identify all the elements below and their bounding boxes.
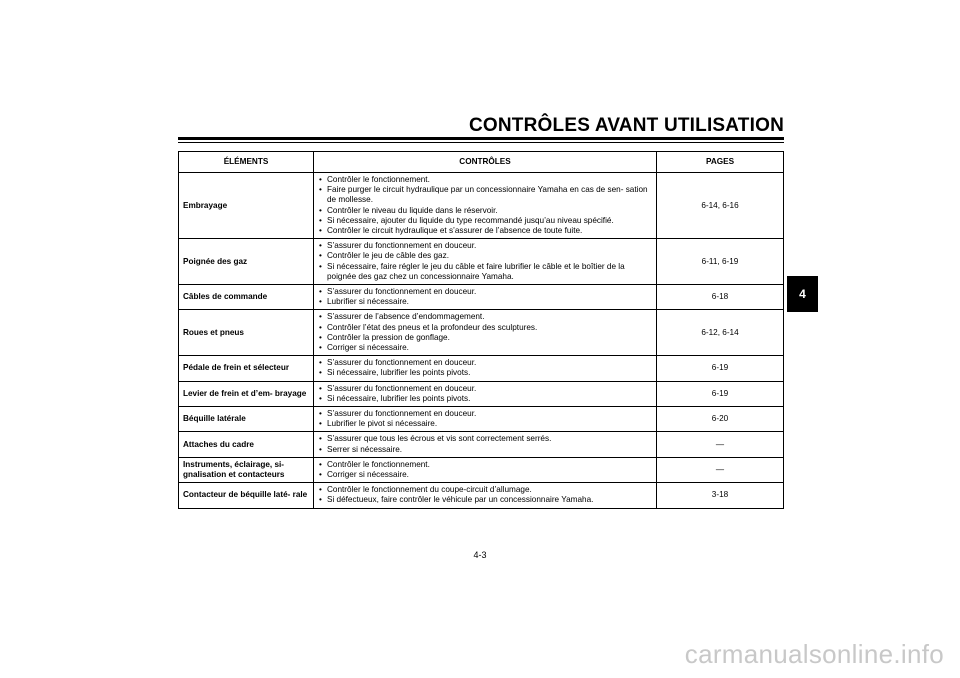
check-list-item: • S’assurer du fonctionnement en douceur. bbox=[318, 409, 652, 419]
title-rule-thick bbox=[178, 137, 784, 140]
chapter-tab[interactable] bbox=[787, 276, 818, 312]
check-list bbox=[318, 287, 652, 307]
check-list bbox=[318, 485, 652, 505]
check-list bbox=[318, 175, 652, 236]
check-list-item: • Contrôler la pression de gonflage. bbox=[318, 333, 652, 343]
row-pages: 6-11, 6-19 bbox=[657, 239, 784, 285]
table-row bbox=[179, 173, 784, 239]
row-pages: 6-14, 6-16 bbox=[657, 173, 784, 239]
check-list bbox=[318, 312, 652, 353]
check-list-item: • Contrôler le fonctionnement. bbox=[318, 460, 652, 470]
row-pages: 6-19 bbox=[657, 381, 784, 406]
check-list-item: • Contrôler le fonctionnement du coupe-circuit d’allumage. bbox=[318, 485, 652, 495]
check-list-item: • S’assurer du fonctionnement en douceur. bbox=[318, 241, 652, 251]
column-header-checks: CONTRÔLES bbox=[314, 152, 657, 173]
row-item-name: Roues et pneus bbox=[179, 310, 314, 356]
row-pages: 3-18 bbox=[657, 483, 784, 508]
check-list-item: • Corriger si nécessaire. bbox=[318, 470, 652, 480]
row-checks bbox=[314, 381, 657, 406]
row-pages: — bbox=[657, 457, 784, 482]
title-rule-thin bbox=[178, 142, 784, 143]
check-list bbox=[318, 358, 652, 378]
row-pages: — bbox=[657, 432, 784, 457]
table-row bbox=[179, 457, 784, 482]
check-list-item: • Serrer si nécessaire. bbox=[318, 445, 652, 455]
check-list-item: • Contrôler le circuit hydraulique et s’assurer de l’absence de toute fuite. bbox=[318, 226, 652, 236]
page-title: CONTRÔLES AVANT UTILISATION bbox=[468, 115, 784, 136]
check-list-item: • Corriger si nécessaire. bbox=[318, 343, 652, 353]
table-row bbox=[179, 356, 784, 381]
check-list bbox=[318, 384, 652, 404]
check-list-item: • Si nécessaire, lubrifier les points pivots. bbox=[318, 368, 652, 378]
check-list bbox=[318, 460, 652, 480]
check-list-item: • S’assurer de l’absence d’endommagement. bbox=[318, 312, 652, 322]
table-row bbox=[179, 483, 784, 508]
row-pages: 6-20 bbox=[657, 407, 784, 432]
row-checks bbox=[314, 457, 657, 482]
row-pages: 6-18 bbox=[657, 285, 784, 310]
check-list-item: • Contrôler l’état des pneus et la profondeur des sculptures. bbox=[318, 323, 652, 333]
row-pages: 6-19 bbox=[657, 356, 784, 381]
table-row bbox=[179, 239, 784, 285]
check-list-item: • Si défectueux, faire contrôler le véhicule par un concessionnaire Yamaha. bbox=[318, 495, 652, 505]
row-item-name: Câbles de commande bbox=[179, 285, 314, 310]
check-list-item: • Faire purger le circuit hydraulique par un concessionnaire Yamaha en cas de sen- sation de mollesse. bbox=[318, 185, 652, 205]
row-item-name: Contacteur de béquille laté- rale bbox=[179, 483, 314, 508]
table-row bbox=[179, 310, 784, 356]
row-item-name: Attaches du cadre bbox=[179, 432, 314, 457]
check-list-item: • Lubrifier le pivot si nécessaire. bbox=[318, 419, 652, 429]
check-list-item: • S’assurer du fonctionnement en douceur. bbox=[318, 384, 652, 394]
row-checks bbox=[314, 285, 657, 310]
page-number: 4-3 bbox=[473, 550, 487, 560]
row-item-name: Instruments, éclairage, si- gnalisation et contacteurs bbox=[179, 457, 314, 482]
row-checks bbox=[314, 310, 657, 356]
check-list-item: • Si nécessaire, faire régler le jeu du câble et faire lubrifier le câble et le boîtier de la poignée des gaz chez un concessionnaire Yamaha. bbox=[318, 262, 652, 282]
pre-operation-checklist-table bbox=[178, 151, 784, 509]
row-pages: 6-12, 6-14 bbox=[657, 310, 784, 356]
row-item-name: Embrayage bbox=[179, 173, 314, 239]
check-list-item: • S’assurer que tous les écrous et vis sont correctement serrés. bbox=[318, 434, 652, 444]
row-item-name: Béquille latérale bbox=[179, 407, 314, 432]
column-header-pages: PAGES bbox=[657, 152, 784, 173]
check-list bbox=[318, 434, 652, 454]
table-body bbox=[179, 173, 784, 509]
row-checks bbox=[314, 239, 657, 285]
chapter-tab-label: 4 bbox=[799, 287, 806, 301]
check-list bbox=[318, 409, 652, 429]
row-checks bbox=[314, 432, 657, 457]
check-list-item: • Contrôler le fonctionnement. bbox=[318, 175, 652, 185]
row-checks bbox=[314, 356, 657, 381]
check-list-item: • Lubrifier si nécessaire. bbox=[318, 297, 652, 307]
table-row bbox=[179, 381, 784, 406]
row-checks bbox=[314, 407, 657, 432]
column-header-items: ÉLÉMENTS bbox=[179, 152, 314, 173]
table-header-row bbox=[179, 152, 784, 173]
row-checks bbox=[314, 483, 657, 508]
check-list-item: • Contrôler le jeu de câble des gaz. bbox=[318, 251, 652, 261]
row-item-name: Levier de frein et d’em- brayage bbox=[179, 381, 314, 406]
row-item-name: Pédale de frein et sélecteur bbox=[179, 356, 314, 381]
table-row bbox=[179, 432, 784, 457]
check-list-item: • Contrôler le niveau du liquide dans le réservoir. bbox=[318, 206, 652, 216]
check-list-item: • Si nécessaire, ajouter du liquide du type recommandé jusqu’au niveau spécifié. bbox=[318, 216, 652, 226]
check-list-item: • S’assurer du fonctionnement en douceur. bbox=[318, 358, 652, 368]
table-row bbox=[179, 285, 784, 310]
check-list-item: • Si nécessaire, lubrifier les points pivots. bbox=[318, 394, 652, 404]
check-list-item: • S’assurer du fonctionnement en douceur. bbox=[318, 287, 652, 297]
row-item-name: Poignée des gaz bbox=[179, 239, 314, 285]
row-checks bbox=[314, 173, 657, 239]
table-row bbox=[179, 407, 784, 432]
watermark-text: carmanualsonline.info bbox=[684, 639, 944, 669]
check-list bbox=[318, 241, 652, 282]
